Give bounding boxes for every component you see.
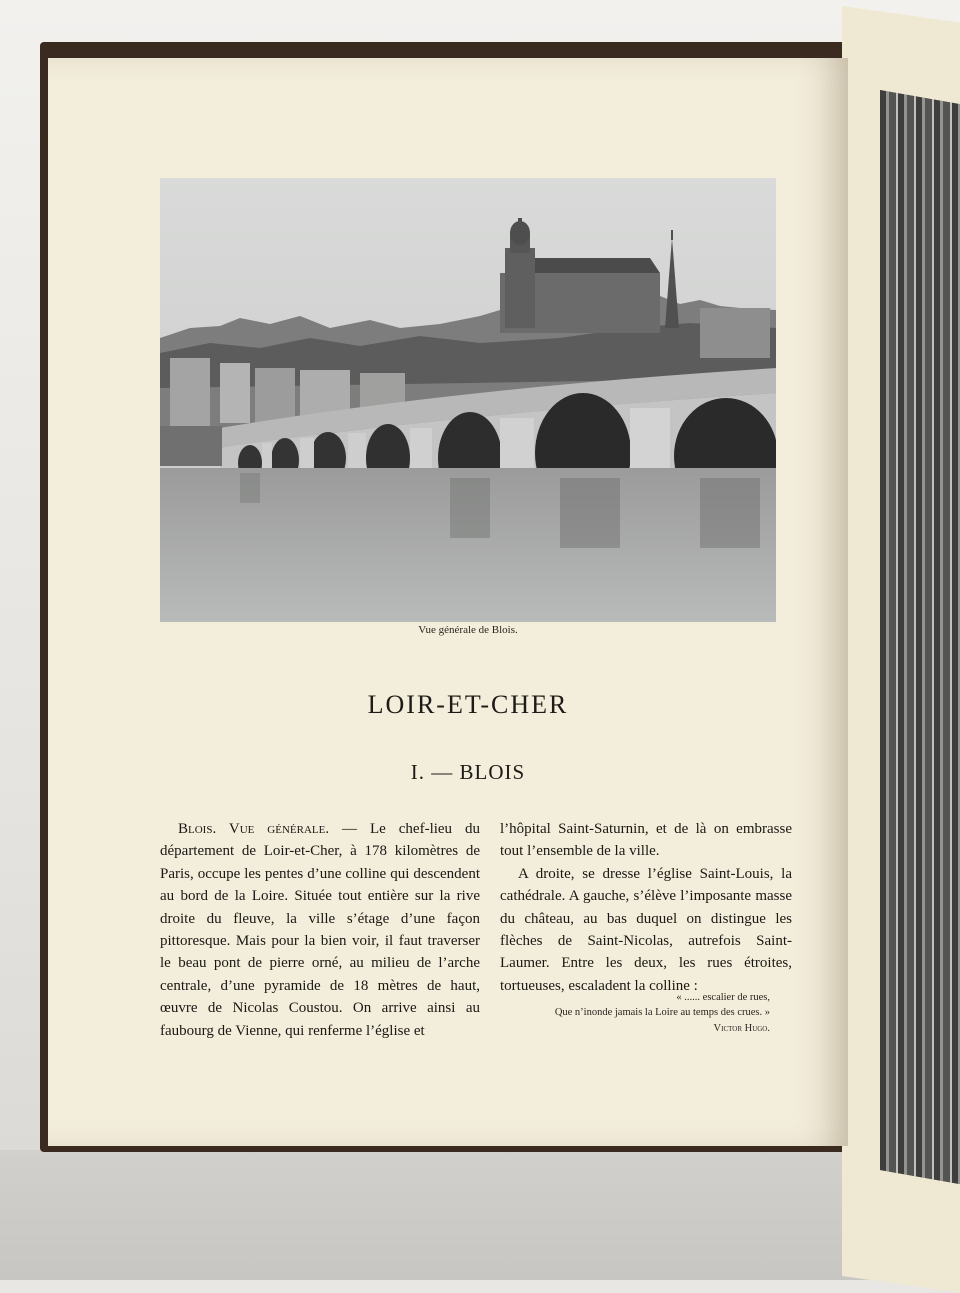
table-surface [0,1150,960,1280]
text-column-right [500,818,792,997]
paragraph-blois [160,818,480,1042]
hugo-quotation [520,990,770,1036]
lead-in: Blois. Vue générale. [178,821,330,837]
text-column-left [160,818,480,1042]
paragraph-text: — Le chef-lieu du département de Loir-et-Cher, à 178 kilomètres de Paris, occupe les pentes d’une colline qui descendent au bord de la Loire. Située tout entière sur la rive droite du fleuve, la ville s’étage d’une façon pittoresque. Mais pour la bien voir, il faut traverser le beau pont de pierre orné, au milieu de l’arche centrale, d’une pyramide de 18 mètres de haut, œuvre de Nicolas Coustou. On arrive ainsi au faubourg de Vienne, qui renferme l’église et [160,821,480,1039]
quote-line-2: Que n’inonde jamais la Loire au temps des crues. » [554,1007,770,1018]
paragraph-continuation: l’hôpital Saint-Saturnin, et de là on embrasse tout l’ensemble de la ville. [500,821,792,860]
quote-author: Victor Hugo. [713,1023,770,1034]
photo-caption: Vue générale de Blois. [418,624,518,636]
page-title: LOIR-ET-CHER [367,690,569,719]
blois-photograph [160,178,776,622]
photo-illustration [160,178,776,622]
paragraph-cathedral: A droite, se dresse l’église Saint-Louis, la cathédrale. A gauche, s’élève l’imposante masse du château, au bas duquel on distingue les flèches de Saint-Nicolas, autrefois Saint-Laumer. Entre les deux, les rues étroites, tortueuses, escaladent la colline : [500,865,792,994]
quote-line-1: « ...... escalier de rues, [676,992,770,1003]
section-heading: I. — BLOIS [410,760,526,784]
right-page-photo [880,90,960,1184]
